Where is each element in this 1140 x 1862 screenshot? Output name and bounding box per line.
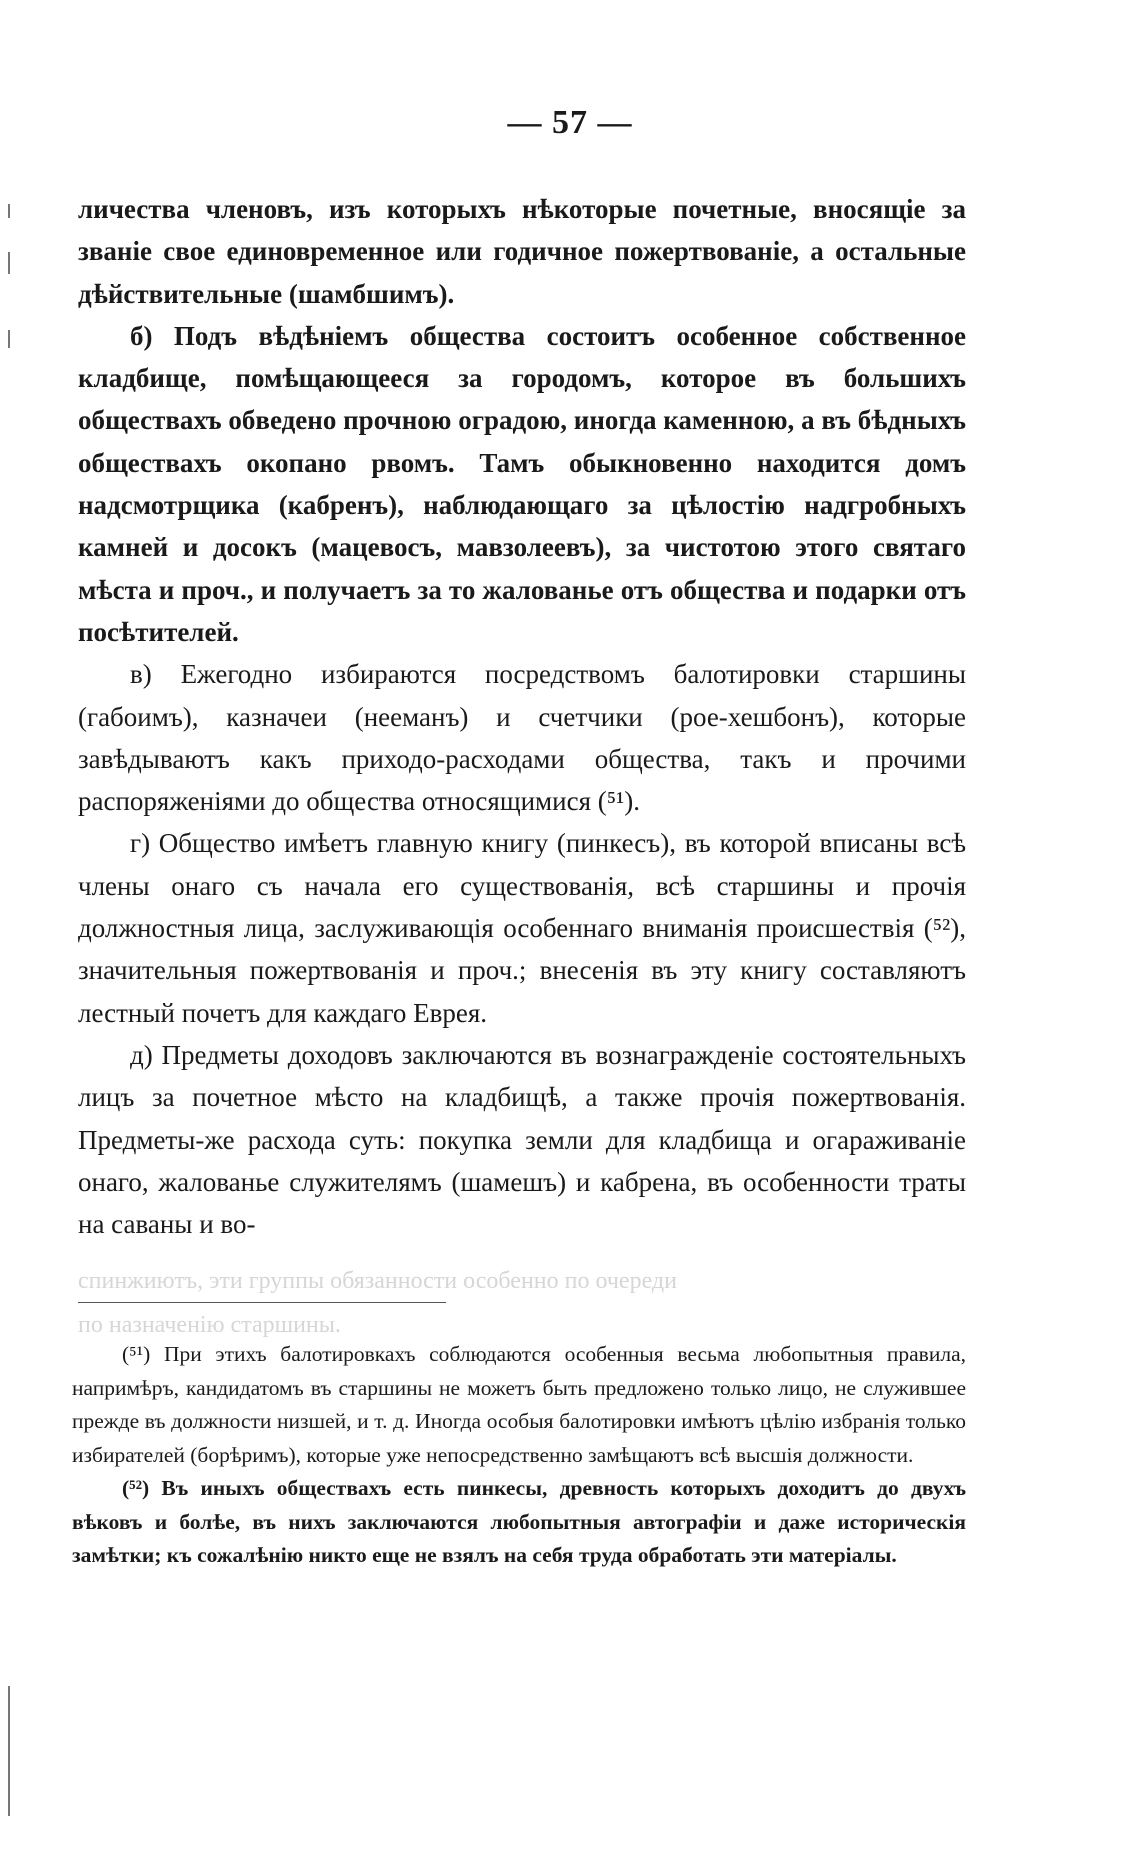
page-number: — 57 — bbox=[507, 104, 633, 141]
footnote-separator bbox=[78, 1302, 446, 1303]
footnote-52: (⁵²) Въ иныхъ обществахъ есть пинкесы, древность которыхъ доходитъ до двухъ вѣковъ и болѣе, въ нихъ заключаются любопытныя автографіи и даже историческія замѣтки; къ сожалѣнію никто еще не взялъ на себя труда обработать эти матеріалы. bbox=[72, 1476, 966, 1567]
main-text bbox=[78, 188, 966, 1245]
margin-mark bbox=[8, 330, 10, 348]
footnotes bbox=[72, 1338, 966, 1573]
bleed-through-line: по назначенію старшины. bbox=[78, 1312, 341, 1338]
bleed-through-line: спинжиютъ, эти группы обязанности особенно по очереди bbox=[78, 1268, 677, 1294]
paragraph-v: в) Ежегодно избираются посредствомъ балотировки старшины (габоимъ), казначеи (нееманъ) и счетчики (рое-хешбонъ), которые завѣдываютъ какъ приходо-расходами общества, такъ и прочими распоряженіями до общества относящимися (⁵¹). bbox=[78, 659, 966, 817]
paragraph-continuation: личества членовъ, изъ которыхъ нѣкоторые почетные, вносящіе за званіе свое единовременное или годичное пожертвованіе, а остальные дѣйствительные (шамбшимъ). bbox=[78, 194, 966, 309]
margin-mark bbox=[8, 204, 10, 218]
paragraph-g: г) Общество имѣетъ главную книгу (пинкесъ), въ которой вписаны всѣ члены онаго съ начала его существованія, всѣ старшины и прочія должностныя лица, заслуживающія особеннаго вниманія происшествія (⁵²), значительныя пожертвованія и проч.; внесенія въ эту книгу составляютъ лестный почетъ для каждаго Еврея. bbox=[78, 828, 966, 1028]
paragraph-b: б) Подъ вѣдѣніемъ общества состоитъ особенное собственное кладбище, помѣщающееся за городомъ, которое въ большихъ обществахъ обведено прочною оградою, иногда каменною, а въ бѣдныхъ обществахъ окопано рвомъ. Тамъ обыкновенно находится домъ надсмотрщика (кабренъ), наблюдающаго за цѣлостію надгробныхъ камней и досокъ (мацевосъ, мавзолеевъ), за чистотою этого святаго мѣста и проч., и получаетъ за то жалованье отъ общества и подарки отъ посѣтителей. bbox=[78, 320, 966, 647]
margin-mark bbox=[8, 252, 10, 274]
margin-mark bbox=[8, 1686, 10, 1816]
paragraph-d: д) Предметы доходовъ заключаются въ вознагражденіе состоятельныхъ лицъ за почетное мѣсто на кладбищѣ, а также прочія пожертвованія. Предметы-же расхода суть: покупка земли для кладбища и огараживаніе онаго, жалованье служителямъ (шамешъ) и кабрена, въ особенности траты на саваны и во- bbox=[78, 1039, 966, 1240]
footnote-51: (⁵¹) При этихъ балотировкахъ соблюдаются особенныя весьма любопытныя правила, напримѣръ, кандидатомъ въ старшины не можетъ быть предложено только лицо, не служившее прежде въ должности низшей, и т. д. Иногда особыя балотировки имѣютъ цѣлію избранія только избирателей (борѣримъ), которые уже непосредственно замѣщаютъ всѣ высшія должности. bbox=[72, 1342, 966, 1467]
